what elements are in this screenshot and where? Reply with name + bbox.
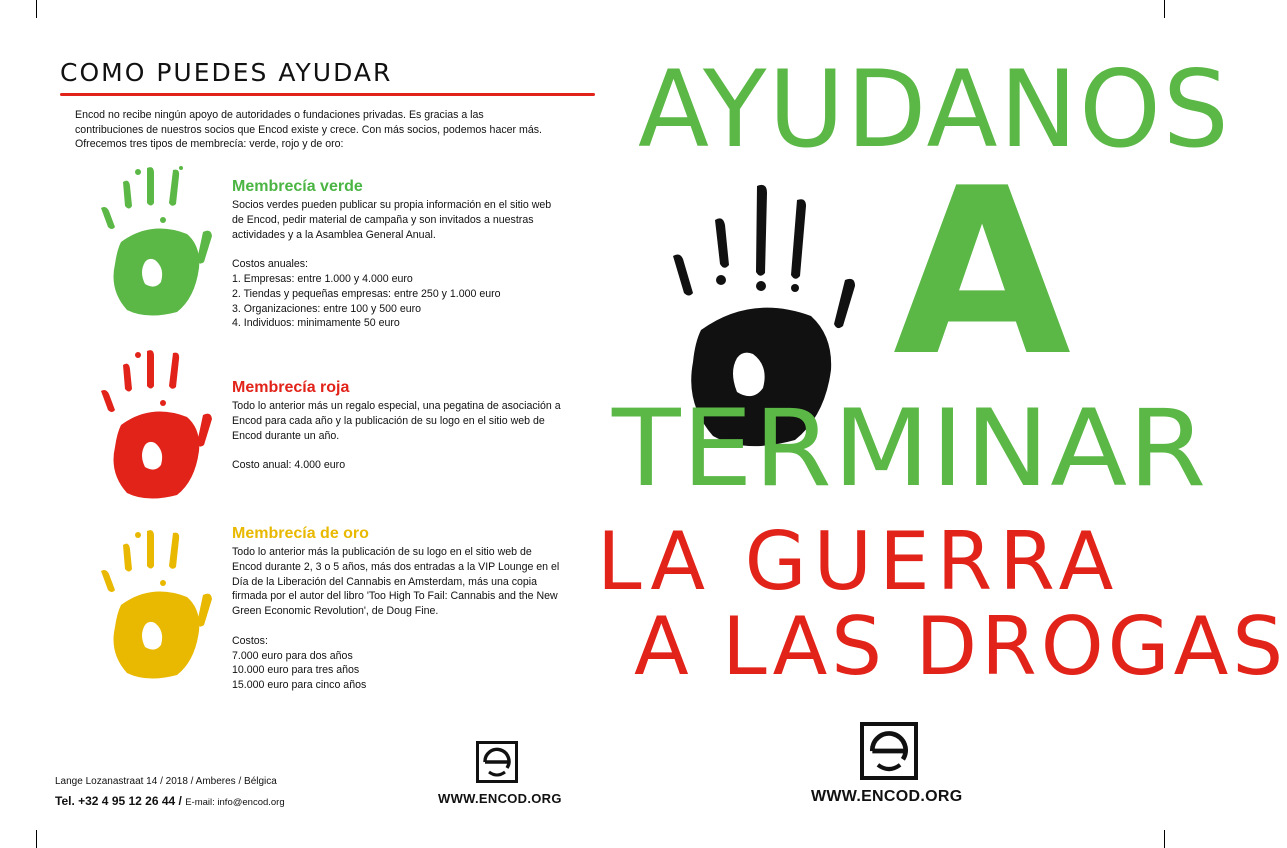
red-membership-heading: Membrecía roja bbox=[232, 379, 350, 396]
headline-la-guerra: LA GUERRA bbox=[597, 515, 1121, 608]
headline-terminar: TERMINAR bbox=[612, 387, 1208, 510]
title-underline bbox=[60, 93, 595, 96]
gold-membership-section bbox=[232, 525, 562, 693]
crop-mark bbox=[1164, 830, 1165, 848]
website-link-right[interactable]: WWW.ENCOD.ORG bbox=[811, 788, 963, 805]
contact-line bbox=[55, 794, 285, 808]
green-handprint-icon bbox=[95, 162, 225, 322]
crop-mark bbox=[1164, 0, 1165, 18]
gold-costs-label: Costos: bbox=[232, 634, 268, 647]
green-cost-item: 2. Tiendas y pequeñas empresas: entre 250 y 1.000 euro bbox=[232, 287, 501, 300]
encod-logo-icon bbox=[860, 722, 918, 780]
intro-text: Encod no recibe ningún apoyo de autoridades o fundaciones privadas. Es gracias a las contribuciones de nuestros socios que Encod existe y crece. Con más socios, podemos hacer más. Ofrecemos tres tipos de membrecía: verde, rojo y de oro: bbox=[75, 109, 542, 150]
green-membership-section bbox=[232, 178, 562, 331]
green-costs-label: Costos anuales: bbox=[232, 258, 308, 271]
headline-ayudanos: AYUDANOS bbox=[638, 48, 1231, 171]
green-membership-description: Socios verdes pueden publicar su propia información en el sitio web de Encod, pedir material de campaña y son invitados a nuestras actividades y a la Asamblea General Anual. bbox=[232, 199, 552, 241]
green-membership-heading: Membrecía verde bbox=[232, 178, 363, 195]
page-title: COMO PUEDES AYUDAR bbox=[60, 58, 393, 87]
gold-membership-description: Todo lo anterior más la publicación de su logo en el sitio web de Encod durante 2, 3 o 5 años, más dos entradas a la VIP Lounge en el Día de la Liberación del Cannabis en Amsterdam, más una copia firmada por el autor del libro 'Too High To Fail: Cannabis and the New Green Economic Revolution', de Doug Fine. bbox=[232, 546, 560, 618]
crop-mark bbox=[36, 0, 37, 18]
gold-membership-heading: Membrecía de oro bbox=[232, 525, 369, 542]
headline-a-las-drogas: A LAS DROGAS bbox=[634, 600, 1287, 693]
green-cost-item: 4. Individuos: minimamente 50 euro bbox=[232, 317, 400, 330]
gold-cost-item: 7.000 euro para dos años bbox=[232, 649, 353, 662]
address: Lange Lozanastraat 14 / 2018 / Amberes / Bélgica bbox=[55, 776, 277, 787]
red-handprint-icon bbox=[95, 340, 225, 510]
gold-cost-item: 10.000 euro para tres años bbox=[232, 664, 360, 677]
red-cost: Costo anual: 4.000 euro bbox=[232, 459, 346, 472]
green-cost-item: 1. Empresas: entre 1.000 y 4.000 euro bbox=[232, 272, 413, 285]
gold-cost-item: 15.000 euro para cinco años bbox=[232, 679, 367, 692]
red-membership-description: Todo lo anterior más un regalo especial, una pegatina de asociación a Encod para cada año y la publicación de su logo en el sitio web de Encod durante un año. bbox=[232, 400, 561, 442]
encod-logo-icon bbox=[476, 741, 518, 783]
headline-a: A bbox=[893, 140, 1072, 407]
green-cost-item: 3. Organizaciones: entre 100 y 500 euro bbox=[232, 302, 422, 315]
gold-handprint-icon bbox=[95, 520, 225, 690]
red-membership-section bbox=[232, 379, 562, 473]
crop-mark bbox=[36, 830, 37, 848]
telephone: Tel. +32 4 95 12 26 44 / bbox=[55, 794, 182, 808]
email: E-mail: info@encod.org bbox=[185, 797, 285, 808]
website-link-left[interactable]: WWW.ENCOD.ORG bbox=[438, 791, 562, 806]
